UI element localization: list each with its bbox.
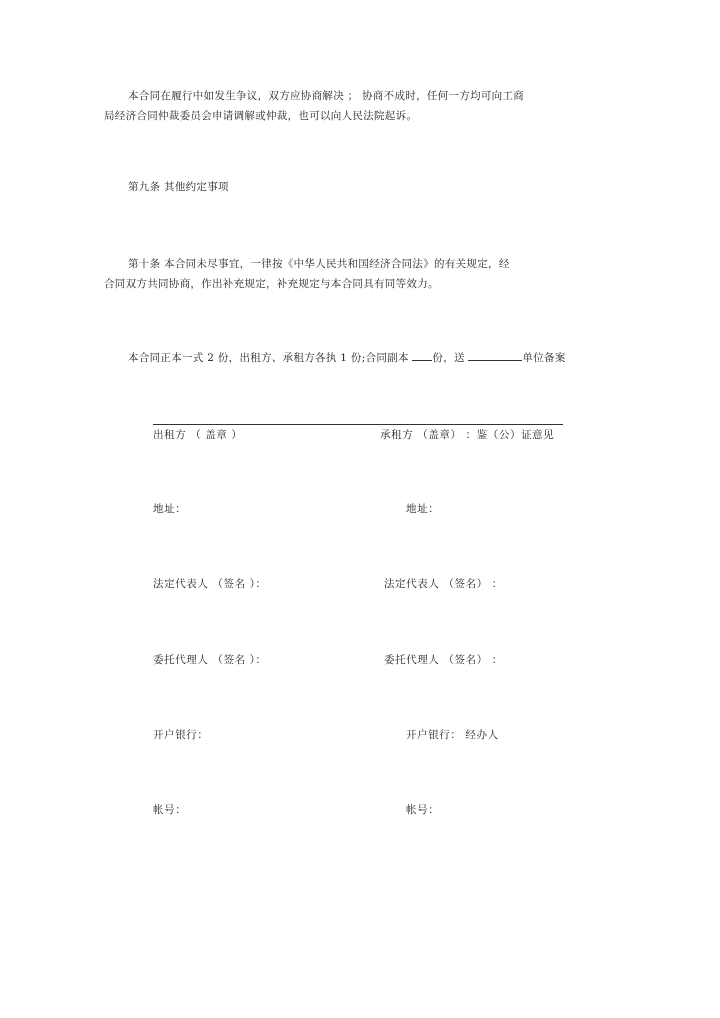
lessee-agent: 委托代理人 （签名） ： (384, 654, 503, 666)
dispute-clause-line-1: 本合同在履行中如发生争议，双方应协商解决 ； 协商不成时，任何一方均可向工商 (128, 90, 525, 102)
copies-blank (412, 350, 432, 361)
copies-text-3: 单位备案 (522, 352, 566, 364)
lessor-agent: 委托代理人 （签名 ）： (153, 654, 267, 666)
copies-text-1: 本合同正本一式 2 份，出租方、承租方各执 1 份;合同副本 (128, 352, 413, 364)
copies-clause (104, 348, 574, 368)
article-10 (104, 254, 574, 294)
lessor-bank: 开户银行： (153, 729, 209, 741)
lessor-legal-rep: 法定代表人 （签名 ）： (153, 578, 267, 590)
unit-blank (468, 350, 522, 361)
article-9 (104, 177, 574, 197)
lessor-seal: 出租方 （ 盖章 ） (153, 429, 243, 441)
lessor-account: 帐号： (153, 804, 187, 816)
lessor-address: 地址： (153, 503, 187, 515)
copies-clause-line (104, 348, 574, 368)
dispute-clause-line-2: 局经济合同仲裁委员会申请调解或仲裁，也可以向人民法院起诉。 (104, 110, 418, 122)
lessee-account: 帐号： (406, 804, 440, 816)
lessee-bank: 开户银行： 经办人 (406, 729, 499, 741)
lessee-legal-rep: 法定代表人 （签名） ： (384, 578, 503, 590)
article-10-line-1: 第十条 本合同未尽事宜，一律按《中华人民共和国经济合同法》的有关规定，经 (128, 258, 510, 270)
dispute-clause (104, 86, 574, 126)
article-9-heading: 第九条 其他约定事项 (128, 181, 229, 193)
lessee-seal: 承租方 （盖章） ：鉴（公）证意见 (380, 429, 555, 441)
copies-text-2: 份，送 (432, 352, 469, 364)
signature-divider (153, 424, 563, 425)
lessee-address: 地址： (406, 503, 440, 515)
article-10-line-2: 合同双方共同协商，作出补充规定，补充规定与本合同具有同等效力。 (104, 278, 439, 290)
